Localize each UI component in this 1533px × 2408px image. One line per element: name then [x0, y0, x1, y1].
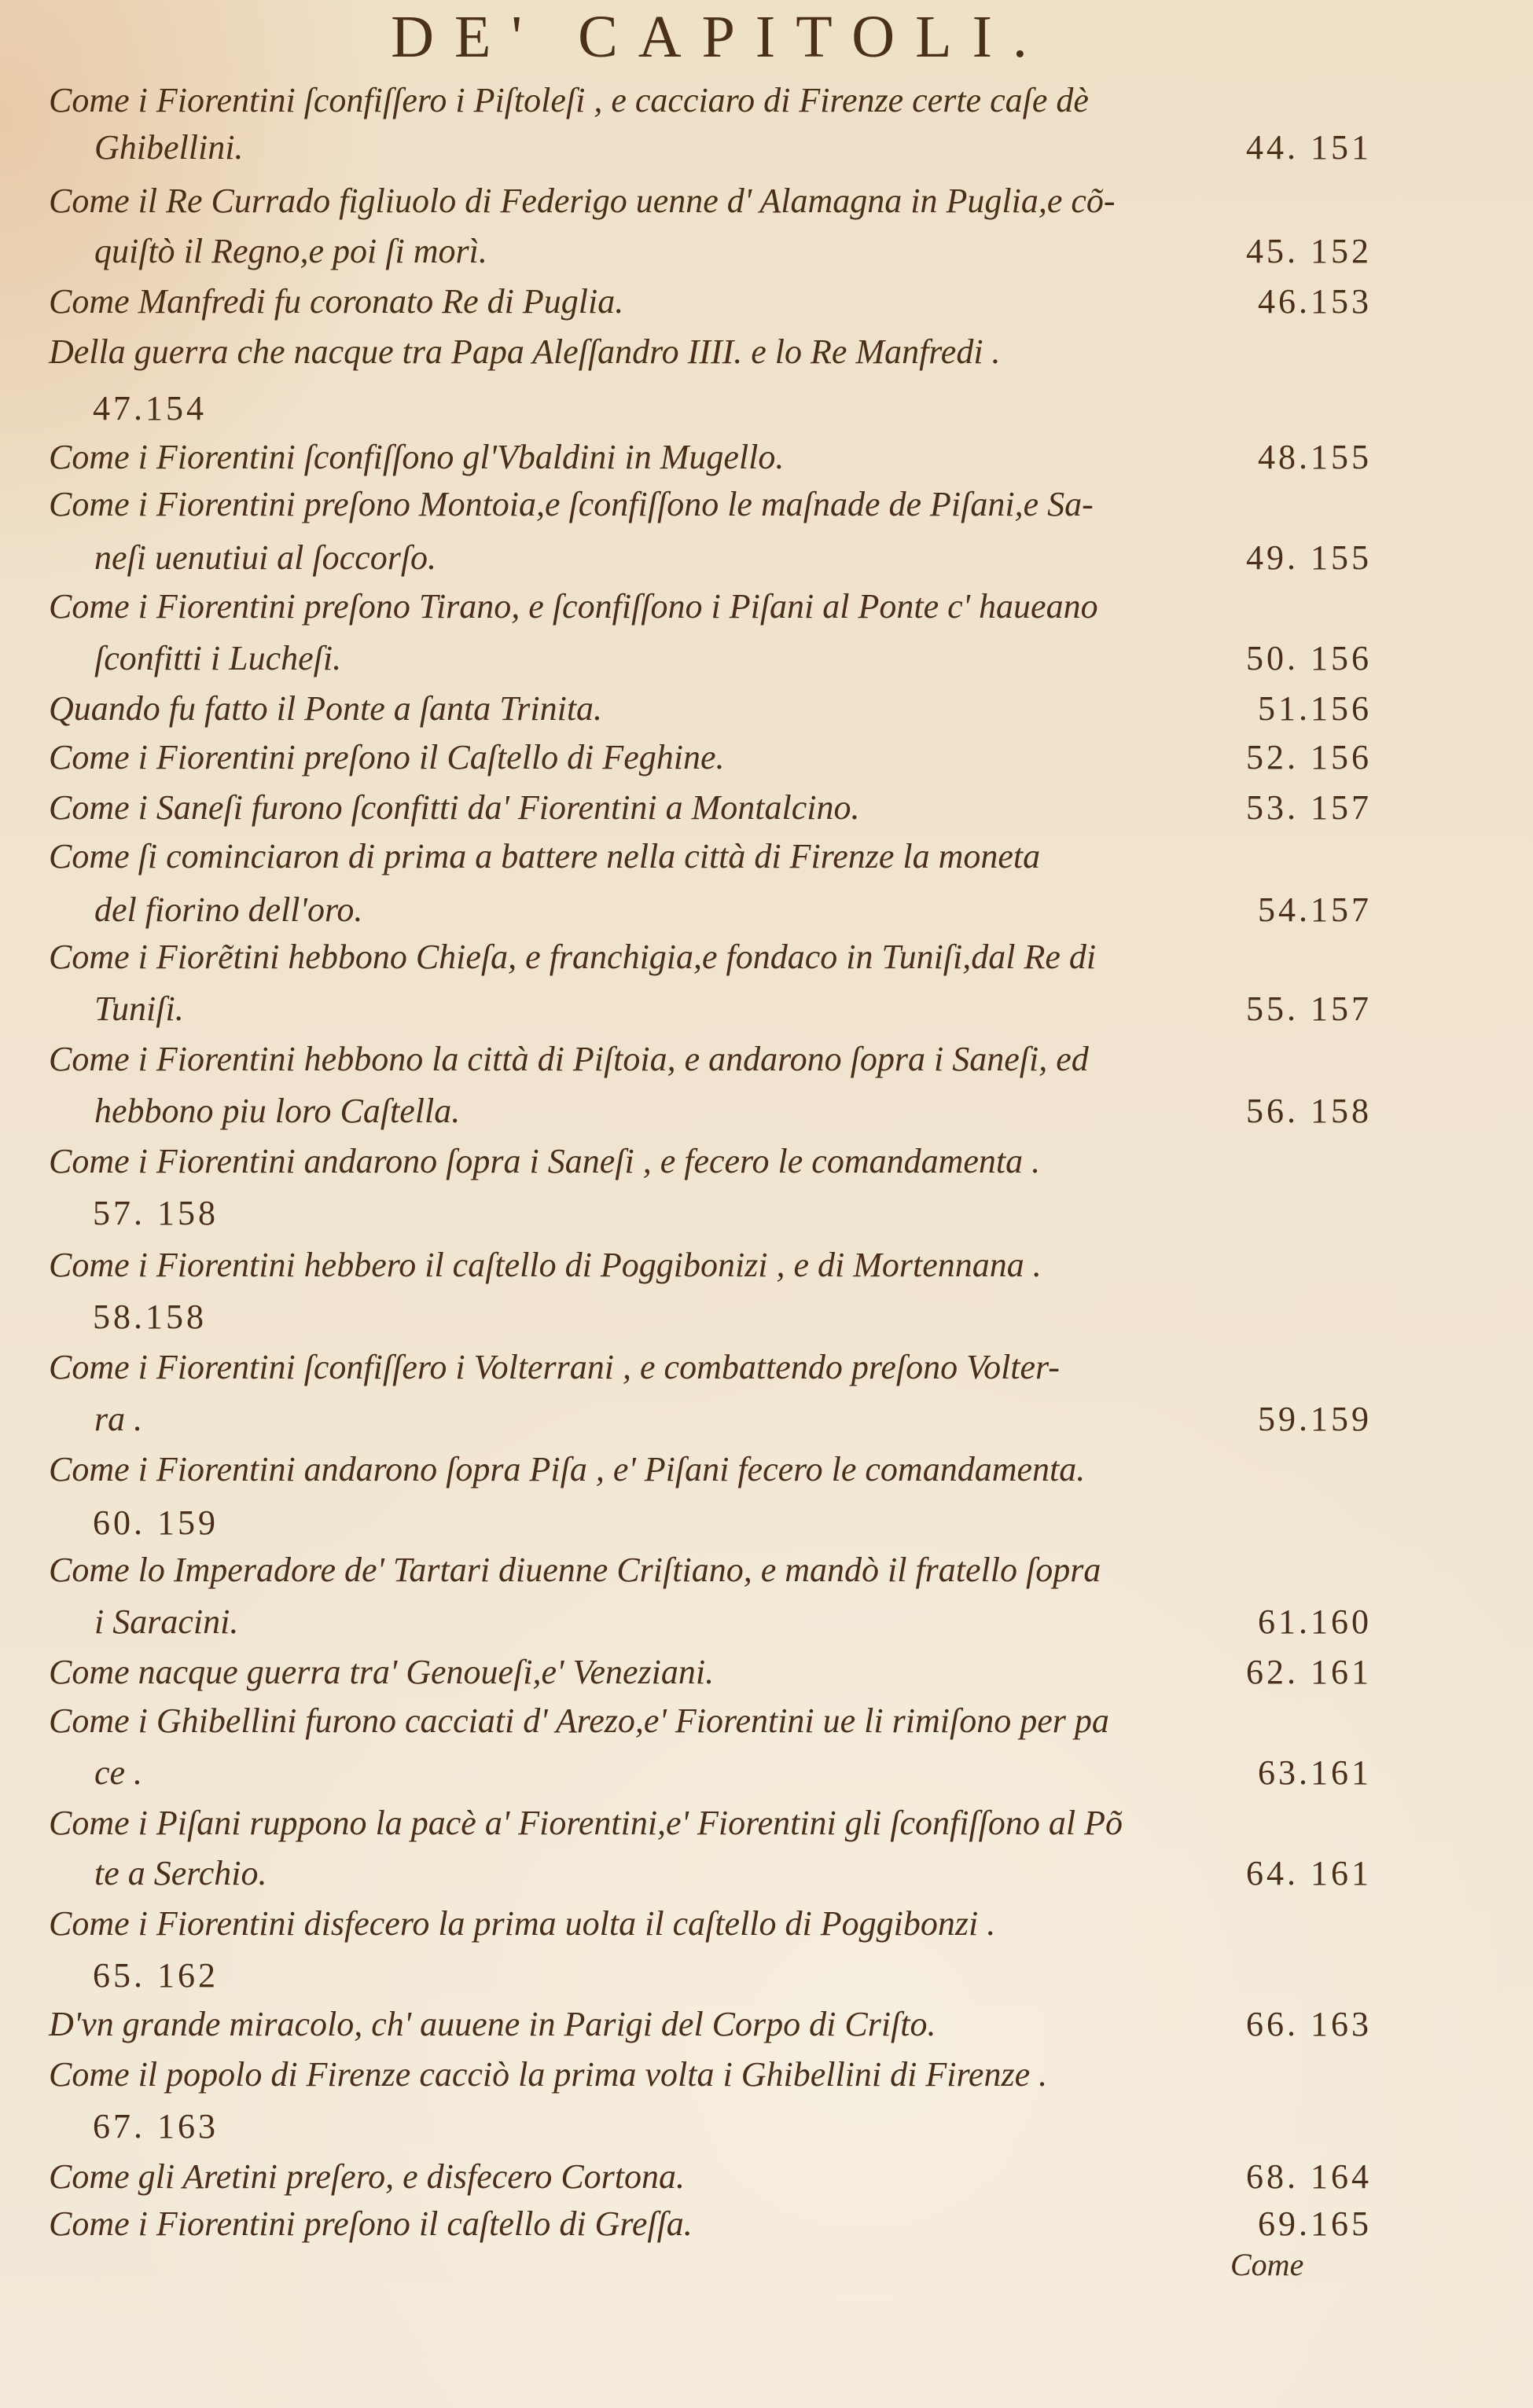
- toc-entry-line: Come i Piſani ruppono la pacè a' Fiorentini,e' Fiorentini gli ſconfiſſono al Põ: [49, 1804, 1123, 1842]
- chapter-page-ref: 68. 164: [1246, 2157, 1372, 2196]
- toc-entry-line: Come i Fiorentini preſono il Caſtello di Feghine. 52. 156: [0, 734, 1533, 781]
- chapter-page-ref: 58.158: [93, 1298, 207, 1336]
- chapter-page-ref: 53. 157: [1246, 788, 1372, 827]
- toc-entry-line: Come i Fiorentini andarono ſopra i Saneſi , e fecero le comandamenta .: [49, 1142, 1041, 1180]
- toc-entry-line: neſi uenutiui al ſoccorſo. 49. 155: [0, 534, 1533, 582]
- toc-entry-line: Come il Re Currado figliuolo di Federigo uenne d' Alamagna in Puglia,e cõ-: [49, 182, 1116, 220]
- chapter-page-ref: 67. 163: [93, 2107, 219, 2146]
- toc-entry-line: Tuniſi. 55. 157: [0, 986, 1533, 1033]
- chapter-page-ref: 56. 158: [1246, 1092, 1372, 1130]
- toc-entry-line: ſconfitti i Lucheſi. 50. 156: [0, 635, 1533, 682]
- chapter-page-ref: 63.161: [1258, 1753, 1372, 1792]
- chapter-page-ref: 57. 158: [93, 1194, 219, 1232]
- chapter-page-ref: 52. 156: [1246, 738, 1372, 776]
- toc-entry-line: Come ſi cominciaron di prima a battere nella città di Firenze la moneta: [49, 837, 1041, 875]
- toc-entry-line: ce . 63.161: [0, 1749, 1533, 1797]
- toc-entry-line: quiſtò il Regno,e poi ſi morì. 45. 152: [0, 228, 1533, 275]
- toc-entry-line: Come i Fiorentini preſono Montoia,e ſconfiſſono le maſnade de Piſani,e Sa-: [49, 485, 1094, 523]
- toc-entry-line: Come i Fiorentini disfecero la prima uolta il caſtello di Poggibonzi .: [49, 1904, 996, 1943]
- toc-entry-line: Come Manfredi fu coronato Re di Puglia. 46.153: [0, 278, 1533, 325]
- toc-entry-line: ra . 59.159: [0, 1396, 1533, 1443]
- chapter-page-ref: 54.157: [1258, 890, 1372, 929]
- chapter-page-ref: 44. 151: [1246, 128, 1372, 167]
- toc-entry-line: Come i Fiorentini preſono Tirano, e ſconfiſſono i Piſani al Ponte c' haueano: [49, 587, 1098, 626]
- toc-entry-line: i Saracini. 61.160: [0, 1599, 1533, 1646]
- chapter-page-ref: 48.155: [1258, 438, 1372, 476]
- chapter-page-ref: 55. 157: [1246, 989, 1372, 1028]
- toc-entry-line: Come i Fiorẽtini hebbono Chieſa, e franchigia,e fondaco in Tuniſi,dal Re di: [49, 938, 1097, 976]
- toc-entry-line: [0, 1190, 1533, 1237]
- toc-entry-line: [0, 1294, 1533, 1341]
- toc-entry-line: hebbono piu loro Caſtella. 56. 158: [0, 1088, 1533, 1135]
- toc-entry-line: [0, 2103, 1533, 2150]
- chapter-page-ref: 51.156: [1258, 689, 1372, 728]
- toc-entry-line: [0, 1952, 1533, 1999]
- toc-entry-line: D'vn grande miracolo, ch' auuene in Parigi del Corpo di Criſto. 66. 163: [0, 2001, 1533, 2048]
- chapter-page-ref: 46.153: [1258, 282, 1372, 321]
- toc-entry-line: Ghibellini. 44. 151: [0, 124, 1533, 171]
- toc-entry-line: Come i Saneſi furono ſconfitti da' Fiorentini a Montalcino. 53. 157: [0, 784, 1533, 831]
- chapter-page-ref: 45. 152: [1246, 232, 1372, 270]
- toc-entry-line: [0, 1499, 1533, 1547]
- chapter-page-ref: 47.154: [93, 389, 207, 428]
- toc-entry-line: Come i Fiorentini ſconfiſſero i Volterrani , e combattendo preſono Volter-: [49, 1348, 1060, 1386]
- toc-entry-line: Come i Fiorentini hebbero il caſtello di Poggibonizi , e di Mortennana .: [49, 1246, 1042, 1284]
- toc-entry-line: Come i Ghibellini furono cacciati d' Arezo,e' Fiorentini ue li rimiſono per pa: [49, 1701, 1109, 1740]
- chapter-page-ref: 60. 159: [93, 1503, 219, 1542]
- toc-entry-line: Come gli Aretini preſero, e disfecero Cortona. 68. 164: [0, 2153, 1533, 2201]
- chapter-page-ref: 66. 163: [1246, 2005, 1372, 2043]
- chapter-page-ref: 69.165: [1258, 2204, 1372, 2243]
- toc-entry-line: Come i Fiorentini andarono ſopra Piſa , e' Piſani fecero le comandamenta.: [49, 1450, 1086, 1488]
- chapter-page-ref: 50. 156: [1246, 639, 1372, 677]
- page-heading: DE' CAPITOLI.: [391, 4, 1048, 70]
- chapter-page-ref: 49. 155: [1246, 538, 1372, 577]
- toc-entry-line: Come i Fiorentini hebbono la città di Piſtoia, e andarono ſopra i Saneſi, ed: [49, 1040, 1089, 1078]
- toc-entry-line: Come i Fiorentini preſono il caſtello di Greſſa. 69.165: [0, 2201, 1533, 2248]
- toc-entry-line: del fiorino dell'oro. 54.157: [0, 886, 1533, 934]
- toc-entry-line: Come i Fiorentini ſconfiſſero i Piſtoleſi , e cacciaro di Firenze certe caſe dè: [49, 81, 1089, 119]
- catchword: Come: [1230, 2247, 1304, 2282]
- chapter-page-ref: 59.159: [1258, 1400, 1372, 1438]
- toc-entry-line: [0, 385, 1533, 432]
- chapter-page-ref: 64. 161: [1246, 1854, 1372, 1892]
- toc-entry-line: Quando fu fatto il Ponte a ſanta Trinita. 51.156: [0, 685, 1533, 732]
- toc-entry-line: Come il popolo di Firenze cacciò la prima volta i Ghibellini di Firenze .: [49, 2055, 1048, 2094]
- toc-entry-line: Come lo Imperadore de' Tartari diuenne Criſtiano, e mandò il fratello ſopra: [49, 1551, 1101, 1589]
- chapter-page-ref: 65. 162: [93, 1956, 219, 1995]
- chapter-page-ref: 62. 161: [1246, 1653, 1372, 1691]
- toc-entry-line: Come i Fiorentini ſconfiſſono gl'Vbaldini in Mugello. 48.155: [0, 434, 1533, 481]
- toc-entry-line: te a Serchio. 64. 161: [0, 1850, 1533, 1897]
- toc-entry-line: Come nacque guerra tra' Genoueſi,e' Veneziani. 62. 161: [0, 1649, 1533, 1696]
- toc-entry-line: Della guerra che nacque tra Papa Aleſſandro IIII. e lo Re Manfredi .: [49, 332, 1001, 371]
- chapter-page-ref: 61.160: [1258, 1602, 1372, 1641]
